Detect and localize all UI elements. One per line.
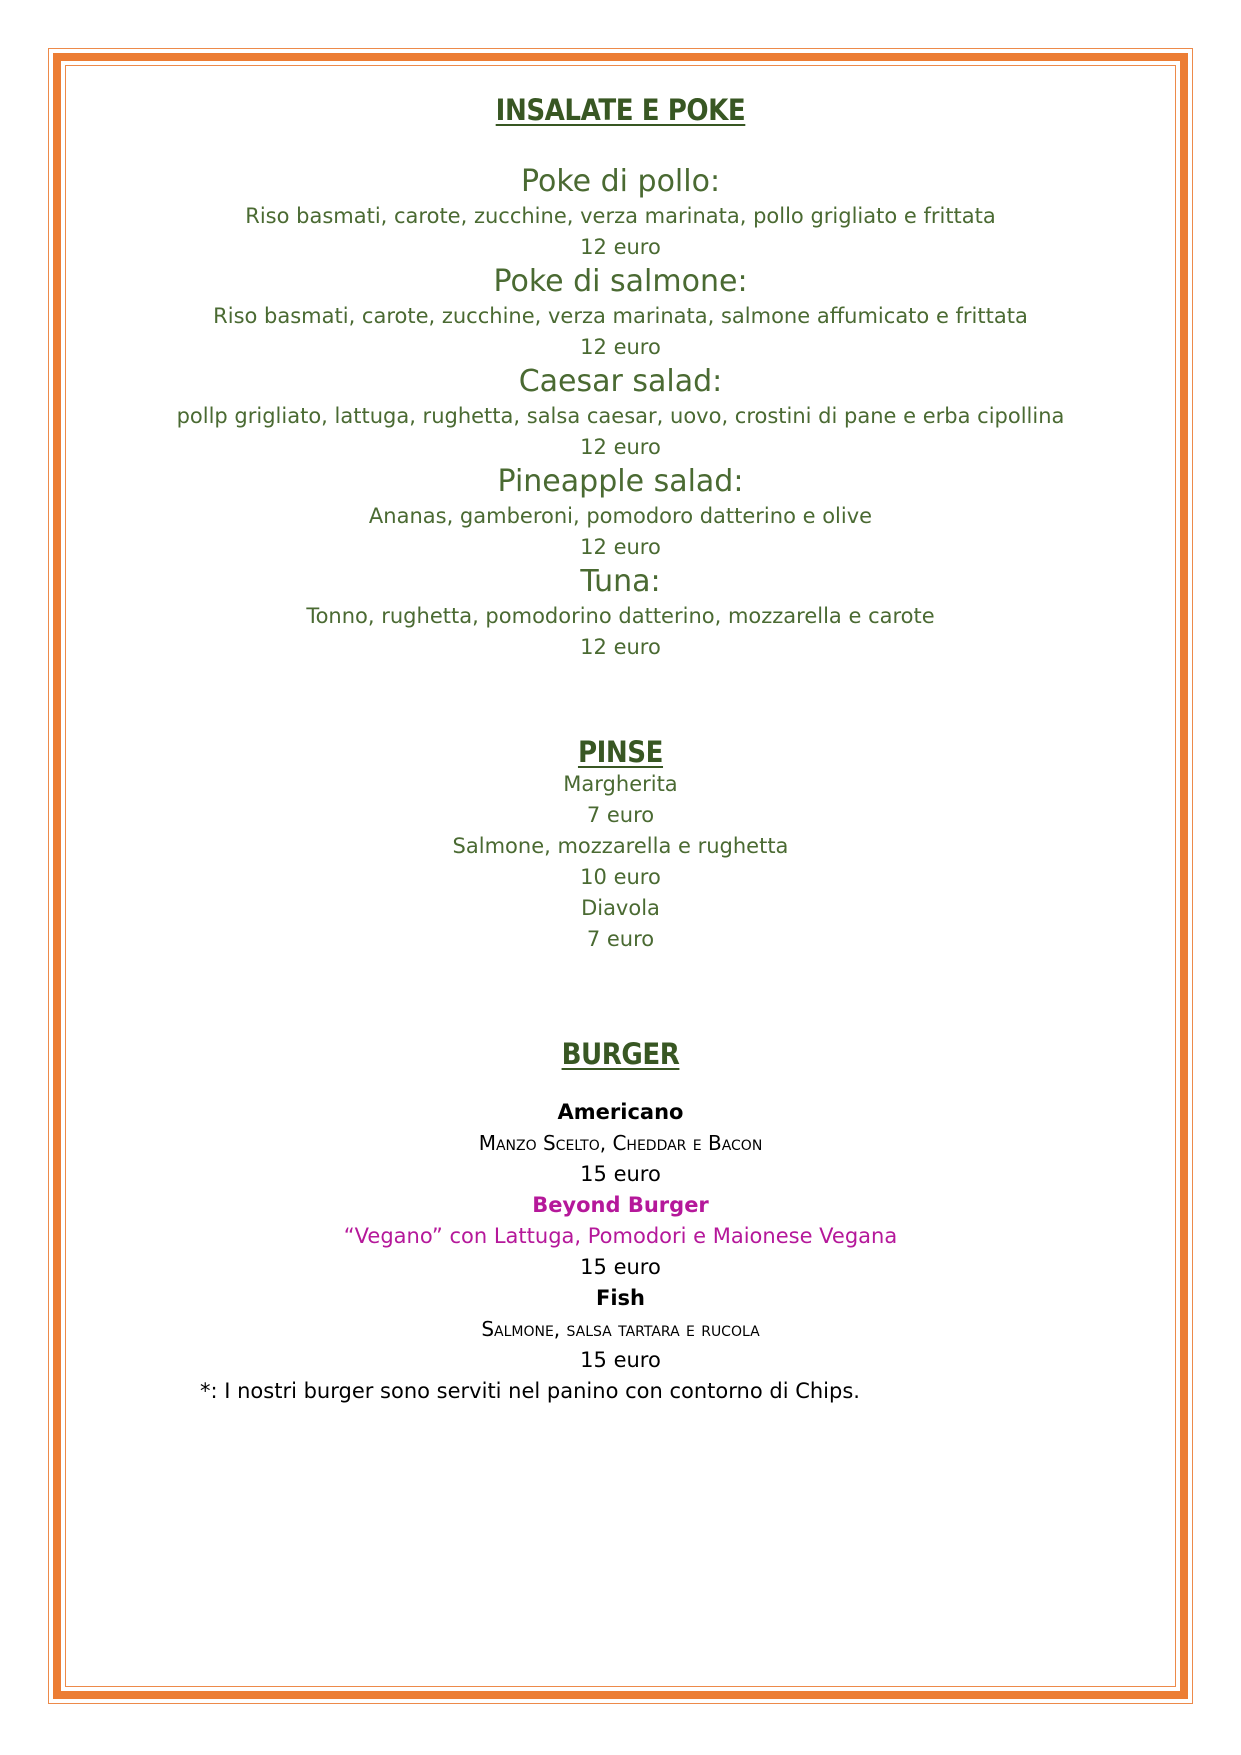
section-burger <box>65 1037 1176 1407</box>
item-price: 7 euro <box>586 927 655 951</box>
section-insalate <box>65 93 1176 663</box>
menu-item <box>65 363 1176 463</box>
item-name: Caesar salad: <box>518 364 723 399</box>
item-name: Diavola <box>581 896 660 920</box>
item-price: 12 euro <box>580 235 661 259</box>
item-desc: Manzo Scelto, Cheddar e Bacon <box>478 1131 763 1155</box>
menu-item <box>65 831 1176 893</box>
menu-item <box>65 1283 1176 1376</box>
item-price: 12 euro <box>580 635 661 659</box>
item-price: 10 euro <box>580 865 661 889</box>
item-price: 12 euro <box>580 335 661 359</box>
item-name: Poke di pollo: <box>520 164 721 199</box>
item-price: 12 euro <box>580 435 661 459</box>
menu-item <box>65 563 1176 663</box>
item-desc: Riso basmati, carote, zucchine, verza marinata, pollo grigliato e frittata <box>245 204 996 228</box>
item-name: Beyond Burger <box>532 1193 709 1217</box>
section-title-insalate: INSALATE E POKE <box>495 93 746 127</box>
item-price: 15 euro <box>580 1348 661 1372</box>
item-name: Americano <box>557 1100 684 1124</box>
item-name: Margherita <box>563 772 678 796</box>
menu-item <box>65 163 1176 263</box>
item-name: Fish <box>596 1286 645 1310</box>
menu-page <box>65 65 1176 1407</box>
item-name: Pineapple salad: <box>497 464 744 499</box>
item-desc: Ananas, gamberoni, pomodoro datterino e olive <box>368 504 873 528</box>
menu-item <box>65 1097 1176 1190</box>
menu-item <box>65 893 1176 955</box>
menu-item <box>65 263 1176 363</box>
menu-item <box>65 769 1176 831</box>
item-price: 12 euro <box>580 535 661 559</box>
item-desc: Salmone, salsa tartara e rucola <box>481 1317 760 1341</box>
item-desc: “Vegano” con Lattuga, Pomodori e Maionese Vegana <box>343 1224 898 1248</box>
item-price: 15 euro <box>580 1255 661 1279</box>
menu-item <box>65 463 1176 563</box>
item-desc: pollp grigliato, lattuga, rughetta, salsa caesar, uovo, crostini di pane e erba cipollina <box>176 404 1065 428</box>
item-name: Salmone, mozzarella e rughetta <box>452 834 789 858</box>
item-name: Poke di salmone: <box>493 264 748 299</box>
item-price: 7 euro <box>586 803 655 827</box>
item-desc: Tonno, rughetta, pomodorino datterino, mozzarella e carote <box>306 604 935 628</box>
item-desc: Riso basmati, carote, zucchine, verza marinata, salmone affumicato e frittata <box>213 304 1028 328</box>
section-title-pinse: PINSE <box>577 735 664 769</box>
item-name: Tuna: <box>580 564 661 599</box>
item-price: 15 euro <box>580 1162 661 1186</box>
menu-item <box>65 1190 1176 1283</box>
section-title-burger: BURGER <box>561 1037 680 1071</box>
burger-note: *: I nostri burger sono serviti nel panino con contorno di Chips. <box>200 1379 860 1403</box>
section-pinse <box>65 735 1176 955</box>
